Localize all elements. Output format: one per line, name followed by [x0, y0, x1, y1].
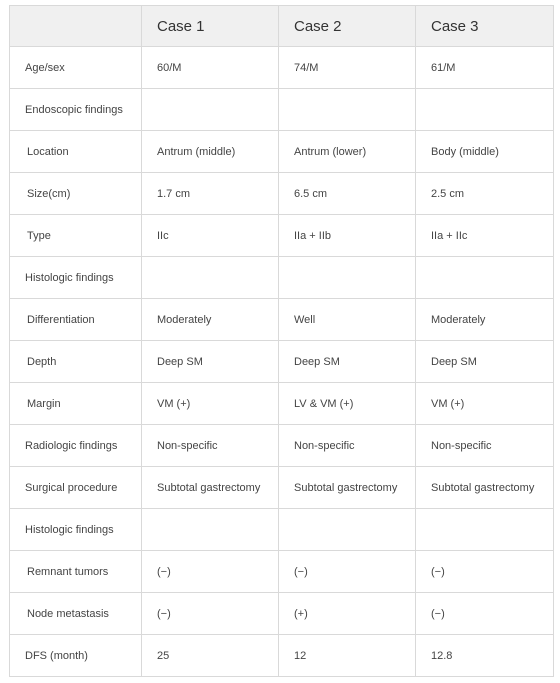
cell-case-2: IIa + IIb: [279, 215, 416, 257]
cell-case-1: Antrum (middle): [142, 131, 279, 173]
cell-case-1: Non-specific: [142, 425, 279, 467]
row-label: Depth: [10, 341, 142, 383]
cell-case-1: 25: [142, 635, 279, 677]
cell-case-3: IIa + IIc: [416, 215, 554, 257]
cell-case-1: Subtotal gastrectomy: [142, 467, 279, 509]
cell-case-2: [279, 89, 416, 131]
cell-case-1: Moderately: [142, 299, 279, 341]
table-header: [10, 6, 554, 47]
row-label: Margin: [10, 383, 142, 425]
table-row: [10, 635, 554, 677]
table-row: [10, 47, 554, 89]
table-row: [10, 257, 554, 299]
header-cell-case-3: Case 3: [416, 6, 554, 47]
table-row: [10, 215, 554, 257]
row-label: Radiologic findings: [10, 425, 142, 467]
cell-case-2: Non-specific: [279, 425, 416, 467]
cell-case-3: [416, 257, 554, 299]
cell-case-3: Body (middle): [416, 131, 554, 173]
row-label: DFS (month): [10, 635, 142, 677]
header-cell-case-2: Case 2: [279, 6, 416, 47]
table-body: [10, 47, 554, 677]
cell-case-1: IIc: [142, 215, 279, 257]
table-row: [10, 467, 554, 509]
cell-case-3: Subtotal gastrectomy: [416, 467, 554, 509]
cell-case-3: Deep SM: [416, 341, 554, 383]
cell-case-2: LV & VM (+): [279, 383, 416, 425]
cell-case-2: (+): [279, 593, 416, 635]
cell-case-1: (−): [142, 551, 279, 593]
cell-case-2: [279, 257, 416, 299]
row-label: Endoscopic findings: [10, 89, 142, 131]
cell-case-1: (−): [142, 593, 279, 635]
row-label: Histologic findings: [10, 509, 142, 551]
cell-case-1: [142, 257, 279, 299]
cell-case-3: (−): [416, 551, 554, 593]
cell-case-3: [416, 509, 554, 551]
table-row: [10, 341, 554, 383]
table-row: [10, 383, 554, 425]
row-label: Type: [10, 215, 142, 257]
row-label: Size(cm): [10, 173, 142, 215]
header-cell-case-1: Case 1: [142, 6, 279, 47]
cell-case-2: 6.5 cm: [279, 173, 416, 215]
cell-case-2: [279, 509, 416, 551]
cell-case-2: Deep SM: [279, 341, 416, 383]
row-label: Remnant tumors: [10, 551, 142, 593]
cell-case-1: VM (+): [142, 383, 279, 425]
cell-case-3: Moderately: [416, 299, 554, 341]
row-label: Location: [10, 131, 142, 173]
table-row: [10, 299, 554, 341]
row-label: Differentiation: [10, 299, 142, 341]
header-cell-empty: [10, 6, 142, 47]
cell-case-2: 12: [279, 635, 416, 677]
table-row: [10, 173, 554, 215]
cell-case-1: Deep SM: [142, 341, 279, 383]
cell-case-2: Antrum (lower): [279, 131, 416, 173]
cell-case-3: 61/M: [416, 47, 554, 89]
table-row: [10, 131, 554, 173]
cell-case-3: 12.8: [416, 635, 554, 677]
table-row: [10, 509, 554, 551]
cell-case-2: Subtotal gastrectomy: [279, 467, 416, 509]
cell-case-1: [142, 509, 279, 551]
cell-case-2: Well: [279, 299, 416, 341]
row-label: Histologic findings: [10, 257, 142, 299]
cell-case-3: VM (+): [416, 383, 554, 425]
cell-case-3: Non-specific: [416, 425, 554, 467]
table-row: [10, 551, 554, 593]
cell-case-3: (−): [416, 593, 554, 635]
cell-case-3: 2.5 cm: [416, 173, 554, 215]
header-row: [10, 6, 554, 47]
table-row: [10, 593, 554, 635]
row-label: Node metastasis: [10, 593, 142, 635]
case-comparison-table: [9, 5, 554, 677]
cell-case-1: 1.7 cm: [142, 173, 279, 215]
row-label: Surgical procedure: [10, 467, 142, 509]
cell-case-3: [416, 89, 554, 131]
table-row: [10, 425, 554, 467]
cell-case-1: [142, 89, 279, 131]
cell-case-1: 60/M: [142, 47, 279, 89]
table-row: [10, 89, 554, 131]
cell-case-2: 74/M: [279, 47, 416, 89]
row-label: Age/sex: [10, 47, 142, 89]
cell-case-2: (−): [279, 551, 416, 593]
